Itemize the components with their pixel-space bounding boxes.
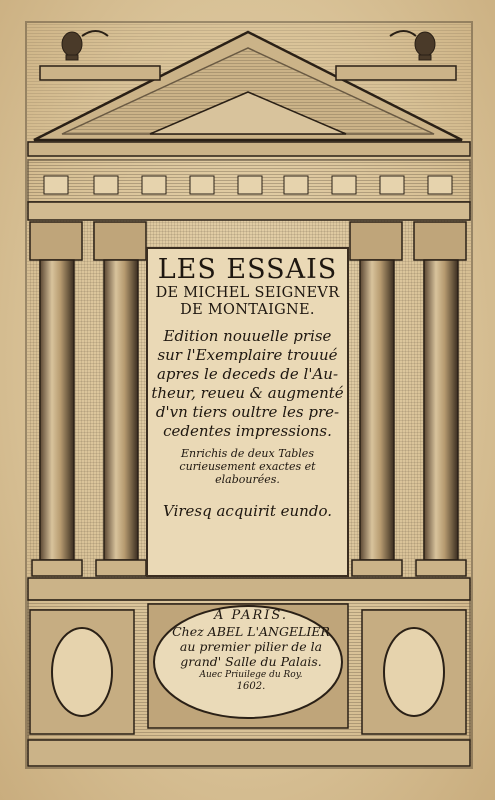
imprint-city: A PARIS. xyxy=(214,608,288,623)
author-line-1: DE MICHEL SEIGNEVR xyxy=(155,285,340,301)
edition-line: Edition nouuelle prise xyxy=(163,327,332,345)
imprint-privilege: Auec Priuilege du Roy. xyxy=(199,670,303,680)
edition-line: sur l'Exemplaire trouué xyxy=(157,346,338,364)
edition-line: theur, reueu & augmenté xyxy=(151,384,344,402)
title-panel xyxy=(146,247,349,577)
tables-line: elabourées. xyxy=(215,473,280,486)
edition-notice xyxy=(148,327,347,441)
imprint-year: 1602. xyxy=(236,681,266,692)
edition-line: d'vn tiers oultre les pre- xyxy=(155,403,340,421)
edition-line: apres le deceds de l'Au- xyxy=(156,365,339,383)
imprint-cartouche xyxy=(158,608,344,716)
entablature xyxy=(28,142,470,220)
author-line-2: DE MONTAIGNE. xyxy=(180,302,315,318)
edition-line: cedentes impressions. xyxy=(163,422,332,440)
imprint-publisher-line: au premier pilier de la xyxy=(179,639,323,654)
tables-line: curieusement exactes et xyxy=(179,460,316,473)
imprint-publisher-line: grand' Salle du Palais. xyxy=(180,654,322,669)
motto: Viresq acquirit eundo. xyxy=(163,502,332,520)
book-title: LES ESSAIS xyxy=(157,254,338,285)
tables-notice xyxy=(148,447,347,486)
tables-line: Enrichis de deux Tables xyxy=(181,447,314,460)
imprint-publisher-line: Chez ABEL L'ANGELIER xyxy=(172,624,330,639)
